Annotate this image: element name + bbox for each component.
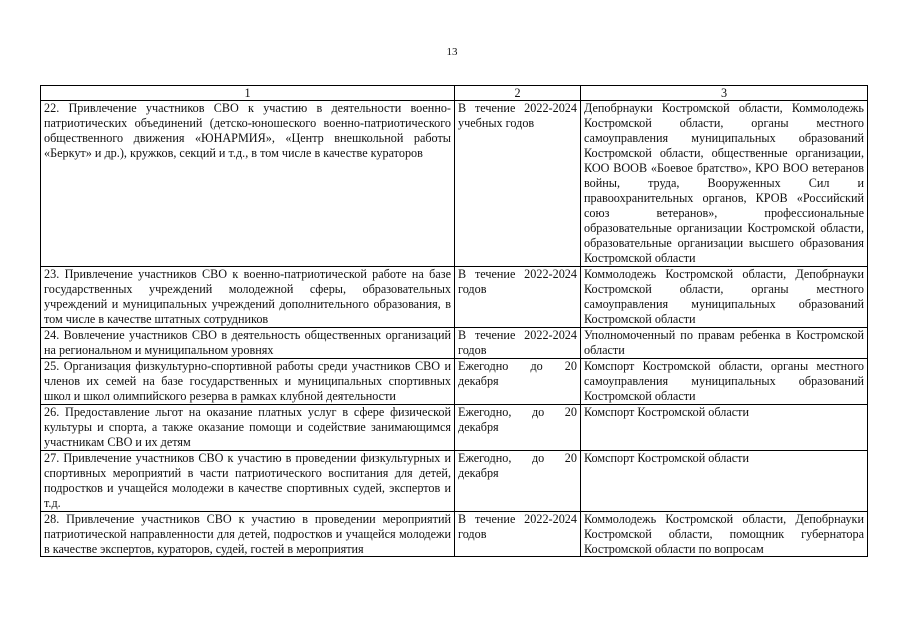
responsible-cell: Комспорт Костромской области (581, 451, 868, 512)
term-text: В течение 2022-2024 годов (458, 512, 577, 541)
activity-cell: 27. Привлечение участников СВО к участию в проведении физкультурных и спортивных мероприятий в части патриотического воспитания для детей, подростков и учащейся молодежи в качестве спортивных судей, экспертов и т.д. (41, 451, 455, 512)
responsible-cell (581, 512, 868, 557)
term-cell: Ежегодно до 20 декабря (455, 359, 581, 405)
activity-cell: 25. Организация физкультурно-спортивной работы среди участников СВО и членов их семей на базе государственных и муниципальных спортивных школ и школ олимпийского резерва в рамках клубной деятельности (41, 359, 455, 405)
table-row (41, 359, 868, 405)
term-cell (455, 512, 581, 557)
column-header-1: 1 (41, 86, 455, 101)
table-row (41, 512, 868, 557)
responsible-text: Коммолодежь Костромской области, Депобрнауки Костромской области, помощник губернатора Костромской области по вопросам (584, 512, 864, 556)
activity-text: 28. Привлечение участников СВО к участию в проведении мероприятий патриотической направленности для детей, подростков и учащейся молодежи в качестве экспертов, кураторов, судей, гостей в мероприятия (44, 512, 451, 556)
responsible-cell: Комспорт Костромской области, органы местного самоуправления муниципальных образований Костромской области (581, 359, 868, 405)
column-header-3: 3 (581, 86, 868, 101)
activity-cell: 24. Вовлечение участников СВО в деятельность общественных организаций на региональном и муниципальном уровнях (41, 328, 455, 359)
activity-cell: 22. Привлечение участников СВО к участию в деятельности военно-патриотических объединений (детско-юношеского военно-патриотического общественного движения «ЮНАРМИЯ», «Центр внешкольной работы «Беркут» и др.), кружков, секций и т.д., в том числе в качестве кураторов (41, 101, 455, 267)
column-header-2: 2 (455, 86, 581, 101)
header-row (41, 86, 868, 101)
table-row (41, 328, 868, 359)
term-cell: В течение 2022-2024 годов (455, 328, 581, 359)
measures-table (40, 85, 868, 557)
activity-cell (41, 512, 455, 557)
term-cell: Ежегодно, до 20 декабря (455, 405, 581, 451)
term-cell: Ежегодно, до 20 декабря (455, 451, 581, 512)
table-row (41, 451, 868, 512)
term-cell: В течение 2022-2024 годов (455, 267, 581, 328)
activity-cell: 26. Предоставление льгот на оказание платных услуг в сфере физической культуры и спорта, а также оказание помощи и содействие занимающимся участникам СВО и их детям (41, 405, 455, 451)
responsible-cell: Коммолодежь Костромской области, Депобрнауки Костромской области, органы местного самоуправления муниципальных образований Костромской области (581, 267, 868, 328)
term-cell: В течение 2022-2024 учебных годов (455, 101, 581, 267)
responsible-cell: Комспорт Костромской области (581, 405, 868, 451)
table-row (41, 101, 868, 267)
activity-cell: 23. Привлечение участников СВО к военно-патриотической работе на базе государственных учреждений молодежной сферы, образовательных учреждений и муниципальных учреждений дополнительного образования, в том числе в качестве штатных сотрудников (41, 267, 455, 328)
table-row (41, 405, 868, 451)
page-number: 13 (446, 46, 458, 58)
responsible-cell: Депобрнауки Костромской области, Коммолодежь Костромской области, органы местного самоуправления муниципальных образований Костромской области, общественные организации, КОО ВООВ «Боевое братство», КРО ВОО ветеранов войны, труда, Вооруженных Сил и правоохранительных органов, КРОВ «Российский союз ветеранов», профессиональные образовательные организации Костромской области, образовательные организации высшего образования Костромской области (581, 101, 868, 267)
responsible-cell: Уполномоченный по правам ребенка в Костромской области (581, 328, 868, 359)
table-row (41, 267, 868, 328)
